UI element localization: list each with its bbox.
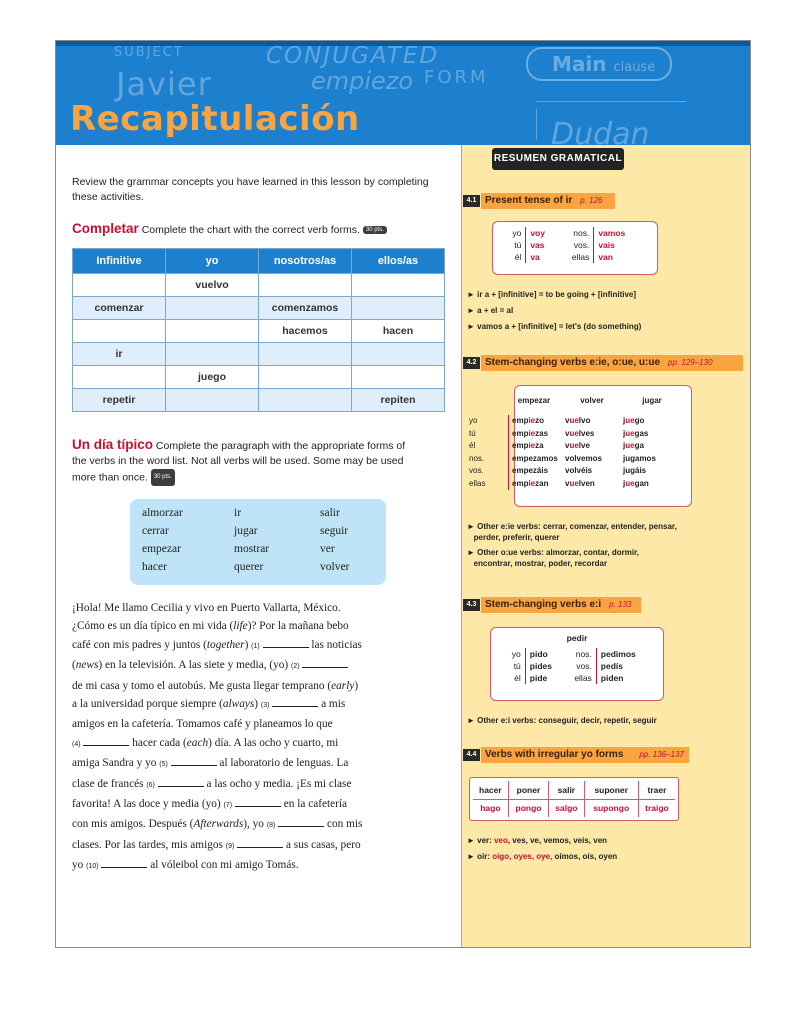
chart-cell[interactable]: hacen (352, 320, 445, 343)
completar-instruction: Complete the chart with the correct verb forms. (141, 224, 360, 236)
page-title: Recapitulación (70, 99, 360, 139)
pronoun: nos. (573, 228, 590, 238)
bg-line (536, 109, 537, 140)
bg-line (536, 101, 686, 102)
chart-cell[interactable] (73, 274, 166, 297)
pronoun: ellas (574, 673, 592, 683)
verb-stem: volvemos (565, 453, 602, 463)
table-header: volver (580, 395, 604, 405)
page-ref: pp. 136–137 (639, 750, 684, 759)
verb-stem: v (565, 416, 570, 425)
chart-cell[interactable] (259, 366, 352, 389)
verb-form: va (526, 251, 558, 263)
verb-stem: emp (512, 416, 529, 425)
word-item: almorzar (142, 507, 183, 519)
verb-form (623, 415, 644, 428)
word-item: hacer (142, 561, 167, 573)
note-text: a + el = al (477, 306, 514, 315)
bg-main-clause-box (526, 47, 672, 81)
textbook-page (55, 40, 751, 948)
dia-instruction-3: more than once. (72, 471, 148, 484)
para-text: con mis (324, 818, 363, 831)
note: ► a + el = al (467, 306, 514, 315)
para-text: Afterwards (193, 818, 244, 831)
note: ► Other e:i verbs: conseguir, decir, repetir, seguir (467, 716, 657, 725)
para-text: life (233, 620, 248, 633)
para-text: hacer cada ( (129, 736, 187, 749)
chart-cell[interactable]: repiten (352, 389, 445, 412)
para-text: al vóleibol con mi amigo Tomás. (147, 859, 299, 872)
para-text: de mi casa y tomo el autobús. Me gusta llegar temprano ( (72, 679, 332, 692)
note: ► Other e:ie verbs: cerrar, comenzar, entender, pensar, perder, preferir, querer (467, 522, 677, 542)
bg-word-form: FORM (424, 67, 489, 88)
answer-blank[interactable] (263, 637, 309, 648)
verb-stem: j (623, 428, 626, 438)
verb-stem: emp (512, 428, 529, 438)
yo-form: pongo (508, 799, 549, 817)
page-header (56, 41, 750, 145)
word-item: empezar (142, 543, 181, 555)
word-item: querer (234, 561, 264, 573)
chart-cell[interactable] (259, 274, 352, 297)
para-text: en la cafetería (280, 798, 348, 811)
answer-blank[interactable] (278, 816, 324, 827)
blank-number: (9) (225, 842, 235, 850)
para-text: news (75, 659, 99, 672)
para-text: café con mis padres y juntos ( (72, 638, 207, 651)
pronoun: vos. (469, 466, 484, 475)
completar-title: Completar (72, 221, 139, 236)
para-text: amiga Sandra y yo (72, 757, 160, 770)
note-text: vamos a + [infinitive] = let's (do something) (477, 322, 642, 331)
verb-form (508, 465, 548, 478)
chart-cell[interactable] (166, 320, 259, 343)
para-text: early (331, 679, 355, 692)
blank-number: (1) (251, 642, 260, 650)
chart-cell[interactable] (166, 389, 259, 412)
verb-form (508, 478, 548, 491)
irregular-yo-box (469, 777, 679, 821)
section-bar-4-3 (481, 597, 641, 613)
pronoun: ellas (571, 252, 590, 262)
para-text: ) (244, 638, 252, 651)
verb-ending: lve (578, 441, 590, 450)
chart-cell[interactable] (73, 320, 166, 343)
section-bar-4-1 (481, 193, 615, 209)
para-text: ), yo (243, 818, 267, 831)
para-text: clase de francés (72, 777, 147, 790)
chart-row (73, 274, 445, 297)
note-text: perder, preferir, querer (473, 533, 560, 542)
para-text: yo (72, 859, 87, 872)
blank-number: (10) (86, 863, 99, 871)
verb-stem: v (565, 441, 570, 450)
chart-cell[interactable] (352, 297, 445, 320)
verb-form: pido (525, 648, 564, 660)
para-text: )? Por la mañana bebo (247, 620, 349, 633)
verb-ending: zas (535, 428, 549, 438)
verb-form: vas (526, 239, 558, 251)
verb-stem: jugamos (623, 453, 656, 463)
note-text: Other e:i verbs: conseguir, decir, repetir, seguir (477, 716, 657, 725)
verb-form (623, 465, 646, 478)
verb-form (565, 440, 590, 453)
verb-form (623, 428, 648, 441)
pronoun: yo (512, 228, 522, 238)
verb-stem-change: ue (625, 478, 635, 488)
verb-ending: ga (634, 441, 644, 450)
note-text: oigo, oyes, oye, (492, 852, 553, 861)
verb-stem-change: ue (569, 478, 579, 488)
answer-blank[interactable] (235, 796, 281, 807)
verb-ending: gan (634, 478, 649, 488)
infinitive: poner (508, 781, 549, 799)
para-text: always (222, 698, 255, 711)
bg-word-clause: clause (613, 60, 656, 75)
chart-cell[interactable]: vuelvo (166, 274, 259, 297)
chart-row (73, 297, 445, 320)
infinitive: suponer (584, 781, 638, 799)
chart-cell[interactable] (73, 366, 166, 389)
note-text: veo (494, 836, 508, 845)
chart-cell[interactable]: hacemos (259, 320, 352, 343)
word-item: volver (320, 561, 350, 573)
verb-ending: lvo (578, 416, 591, 425)
answer-blank[interactable] (302, 657, 348, 668)
blank-number: (8) (266, 822, 276, 830)
word-item: cerrar (142, 525, 169, 537)
word-item: seguir (320, 525, 349, 537)
section-title: Present tense of ir (485, 195, 573, 206)
pronoun: yo (511, 649, 521, 659)
blank-number: (3) (260, 702, 270, 710)
blank-number: (2) (291, 663, 300, 671)
pronoun: ellas (469, 478, 486, 488)
chart-cell[interactable]: repetir (73, 389, 166, 412)
pronoun: él (514, 673, 521, 683)
verb-stem: volvéis (565, 466, 593, 475)
verb-form (565, 428, 594, 441)
answer-blank[interactable] (171, 755, 217, 766)
para-text: ) día. A las ocho y cuarto, mi (208, 736, 339, 749)
infinitive: hacer (473, 781, 508, 799)
verb-ending: zan (535, 478, 549, 488)
section-badge: 4.2 (463, 357, 480, 369)
verb-form (508, 453, 558, 466)
chart-cell[interactable] (352, 343, 445, 366)
infinitive: traer (638, 781, 675, 799)
page-ref: p. 126 (580, 196, 603, 205)
verb-stem-change: ue (569, 428, 579, 438)
answer-blank[interactable] (83, 735, 129, 746)
para-text: al laboratorio de lenguas. La (216, 757, 349, 770)
yo-form: supongo (584, 799, 638, 817)
pronoun: vos. (573, 240, 590, 250)
verb-form (623, 453, 656, 466)
verb-ending: lves (578, 428, 595, 438)
bg-word-dudan: Dudan (551, 117, 650, 145)
verb-form: pedís (596, 660, 653, 672)
dia-instruction-1: Complete the paragraph with the appropriate forms of (155, 440, 406, 452)
pronoun: nos. (469, 453, 485, 463)
verb-stem-change: ue (625, 441, 635, 450)
verb-form (623, 478, 649, 491)
para-text: together (206, 638, 245, 651)
section-badge: 4.3 (463, 599, 480, 611)
verb-stem-change: ue (625, 428, 635, 438)
para-text: a las ocho y media. ¡Es mi clase (203, 777, 352, 790)
dia-title: Un día típico (72, 437, 153, 452)
para-text: ) (254, 698, 261, 711)
verb-stem-change: ie (528, 428, 536, 438)
verb-form: piden (596, 672, 653, 684)
verb-stem-change: ue (569, 416, 579, 425)
yo-form: salgo (549, 799, 584, 817)
pronoun: yo (469, 416, 478, 425)
blank-number: (6) (146, 781, 155, 789)
verb-stem-change: ue (569, 441, 579, 450)
chart-cell[interactable]: ir (73, 343, 166, 366)
blank-number: (4) (72, 740, 81, 748)
para-text: ) (354, 679, 359, 692)
word-list-box (130, 499, 386, 585)
pronoun: nos. (575, 649, 592, 659)
para-text: con mis amigos. Después ( (72, 818, 194, 831)
ir-conjugation-box (492, 221, 658, 275)
verb-stem: j (623, 441, 626, 450)
table-header: empezar (517, 395, 551, 405)
word-item: mostrar (234, 543, 270, 555)
verb-chart (72, 248, 445, 412)
chart-cell[interactable] (166, 343, 259, 366)
note-text: encontrar, mostrar, poder, recordar (473, 559, 608, 568)
pronoun: tú (469, 428, 476, 438)
verb-stem: jugáis (623, 466, 647, 475)
chart-cell[interactable] (352, 366, 445, 389)
chart-row (73, 389, 445, 412)
bg-word-javier: Javier (116, 65, 212, 103)
page-ref: pp. 129–130 (668, 358, 713, 367)
note: ► vamos a + [infinitive] = let's (do something) (467, 322, 642, 331)
chart-cell[interactable] (166, 297, 259, 320)
yo-form: traigo (645, 803, 669, 814)
para-text: ( (72, 659, 76, 672)
page-ref: p. 133 (609, 600, 632, 609)
blank-number: (5) (159, 761, 168, 769)
note-text: oír: (477, 852, 491, 861)
verb-form (508, 415, 544, 428)
verb-stem: empezamos (512, 453, 558, 463)
note-text: ver: (477, 836, 492, 845)
chart-cell[interactable] (259, 343, 352, 366)
note: ► ir a + [infinitive] = to be going + [infinitive] (467, 290, 637, 299)
bg-word-empiezo: empiezo (311, 67, 414, 95)
section-badge: 4.1 (463, 195, 480, 207)
section-title: Stem-changing verbs e:i (485, 599, 602, 610)
verb-form (508, 428, 548, 441)
note: ► oír: oigo, oyes, oye, oímos, oís, oyen (467, 852, 618, 861)
dia-instruction-2: the verbs in the word list. Not all verbs will be used. Some may be used (72, 455, 404, 467)
intro-text: Review the grammar concepts you have learned in this lesson by completing these activities. (72, 176, 429, 203)
word-item: ver (320, 543, 335, 555)
chart-header: nosotros/as (259, 249, 352, 274)
note-text: oímos, oís, oyen (552, 852, 618, 861)
chart-row (73, 320, 445, 343)
para-text: amigos en la cafetería. Tomamos café y planeamos lo que (72, 718, 333, 731)
chart-row (73, 343, 445, 366)
note: ► Other o:ue verbs: almorzar, contar, dormir, encontrar, mostrar, poder, recordar (467, 548, 639, 568)
section-title: Stem-changing verbs e:ie, o:ue, u:ue (485, 357, 661, 368)
pronoun: tú (514, 240, 522, 250)
para-text: ¡Hola! Me llamo Cecilia y vivo en Puerto Vallarta, México. (72, 602, 341, 614)
para-text: ) en la televisión. A las siete y media, (yo) (98, 659, 292, 672)
word-item: jugar (234, 525, 258, 537)
para-text: a sus casas, pero (283, 838, 361, 851)
verb-form: pedimos (596, 648, 653, 660)
verb-stem: empezáis (512, 466, 549, 475)
chart-cell[interactable] (259, 389, 352, 412)
yo-form: hago (473, 799, 508, 817)
verb-stem-change: ie (528, 416, 536, 425)
verb-form (565, 478, 595, 491)
verb-ending: lven (578, 478, 595, 488)
verb-stem: v (565, 478, 570, 488)
answer-blank[interactable] (237, 837, 283, 848)
pronoun: él (469, 441, 476, 450)
verb-stem: emp (512, 441, 529, 450)
answer-blank[interactable] (101, 857, 147, 868)
points-badge: 30 pts. (363, 226, 387, 234)
verb-stem: j (623, 416, 626, 425)
verb-form: vamos (594, 227, 645, 239)
word-item: ir (234, 507, 242, 519)
note: ► ver: veo, ves, ve, vemos, veis, ven (467, 836, 608, 845)
para-text: each (186, 736, 209, 749)
completar-heading (72, 221, 387, 236)
chart-cell[interactable]: comenzamos (259, 297, 352, 320)
verb-stem-change: ue (625, 416, 635, 425)
verb-form: vais (594, 239, 645, 251)
pronoun: vos. (576, 661, 592, 671)
para-text: ¿Cómo es un día típico en mi vida ( (72, 620, 234, 633)
note-text: Other e:ie verbs: cerrar, comenzar, entender, pensar, (477, 522, 677, 531)
chart-cell[interactable]: juego (166, 366, 259, 389)
dia-paragraph (72, 599, 448, 877)
verb-stem-change: ie (528, 441, 536, 450)
section-badge: 4.4 (463, 749, 480, 761)
dia-heading (72, 437, 452, 486)
word-item: salir (320, 507, 340, 519)
section-bar-4-4 (481, 747, 689, 763)
pronoun: él (514, 252, 522, 262)
chart-cell[interactable] (352, 274, 445, 297)
verb-ending: za (535, 441, 544, 450)
note-text: , ves, ve, vemos, veis, ven (507, 836, 608, 845)
verb-stem: j (623, 478, 626, 488)
infinitive: salir (549, 781, 584, 799)
bg-word-subject: SUBJECT (114, 45, 184, 60)
section-bar-4-2 (481, 355, 743, 371)
note-text: ir a + [infinitive] = to be going + [infinitive] (477, 290, 637, 299)
section-title: Verbs with irregular yo forms (485, 749, 624, 760)
pedir-box (490, 627, 664, 701)
pedir-title: pedir (566, 633, 588, 643)
table-header: jugar (642, 395, 662, 405)
chart-header: Infinitive (73, 249, 166, 274)
verb-form: pide (525, 672, 564, 684)
chart-header: ellos/as (352, 249, 445, 274)
bg-word-conjugated: CONJUGATED (266, 43, 440, 69)
verb-form (623, 440, 644, 453)
bg-word-main: Main (552, 52, 607, 76)
para-text: las noticias (308, 638, 362, 651)
chart-header: yo (166, 249, 259, 274)
resumen-title: RESUMEN GRAMATICAL (492, 148, 624, 170)
verb-ending: zo (535, 416, 545, 425)
verb-stem: v (565, 428, 570, 438)
verb-form (565, 453, 602, 466)
answer-blank[interactable] (158, 776, 204, 787)
blank-number: (7) (223, 802, 233, 810)
chart-cell[interactable]: comenzar (73, 297, 166, 320)
answer-blank[interactable] (272, 696, 318, 707)
note-text: Other o:ue verbs: almorzar, contar, dormir, (477, 548, 639, 557)
verb-form (565, 415, 590, 428)
stem-change-table (469, 391, 681, 409)
para-text: a la universidad porque siempre ( (72, 698, 223, 711)
pronoun: tú (513, 661, 521, 671)
para-text: clases. Por las tardes, mis amigos (72, 838, 226, 851)
verb-form: voy (526, 227, 558, 239)
verb-form (508, 440, 544, 453)
verb-stem: emp (512, 478, 529, 488)
verb-ending: gas (634, 428, 649, 438)
points-badge: 30 pts. (151, 469, 175, 486)
verb-form (565, 465, 592, 478)
para-text: a mis (318, 698, 346, 711)
verb-form: van (594, 251, 645, 263)
verb-form: pides (525, 660, 564, 672)
chart-row (73, 366, 445, 389)
para-text: favorita! A las doce y media (yo) (72, 798, 224, 811)
verb-ending: go (634, 416, 645, 425)
verb-stem-change: ie (528, 478, 536, 488)
